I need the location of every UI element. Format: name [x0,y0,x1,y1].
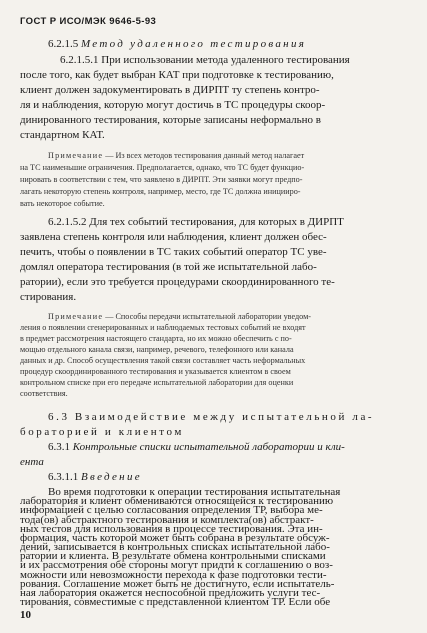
page-number: 10 [20,609,31,621]
paragraph-line: формация, часть которой может быть собрана в результате обсуж- [20,531,330,544]
paragraph-line: и их рассмотрения обе стороны могут придти к соглашению о воз- [20,559,333,572]
note-line: лагать некоторую степень контроля, например, место, где ТС должна иницииро- [20,187,301,196]
paragraph-line: стирования. [20,291,77,303]
paragraph-line: можности или невозможности перехода к фазе подготовки тести- [20,568,327,581]
subsection-title-cont: ента [20,456,44,468]
note-line [48,312,311,321]
paragraph-line: после того, как будет выбран КАТ при подготовке к тестированию, [20,69,334,81]
note-label: Примечание [48,312,104,321]
note-line: соответствия. [20,389,68,398]
note-line [48,151,304,160]
note-line: вать некоторое событие. [20,199,105,208]
paragraph-line: ных тестов для использования в процессе тестирования. Эта ин- [20,522,323,535]
note-line: контрольном списке при его передаче испытательной лаборатории для оценки [20,378,294,387]
paragraph-line: информацией с целью согласования определения ТР, выбора ме- [20,504,323,517]
paragraph-line: тода(ов) абстрактного тестирования и комплекта(ов) абстракт- [20,513,314,526]
paragraph-line: клиент должен задокументировать в ДИРПТ ту степень контро- [20,84,320,96]
paragraph-line: заявлена степень контроля или наблюдения, клиент должен обес- [20,231,327,243]
paragraph-line: ратории и клиента. В результате обмена контрольными списками [20,550,326,563]
note-text: — Из всех методов тестирования данный метод налагает [105,151,305,160]
paragraph-line: 6.2.1.5.1 При использовании метода удаленного тестирования [60,54,350,66]
subsection-heading-6-3-1-1 [48,471,142,483]
paragraph-line: Во время подготовки к операции тестирования испытательная [48,486,341,498]
paragraph-line: 6.2.1.5.2 Для тех событий тестирования, для которых в ДИРПТ [48,216,344,228]
paragraph-line: домлял оператора тестирования (в той же испытательной лабо- [20,261,317,273]
note-line: данных и др. Способ осуществления такой связи составляет часть неформальных [20,356,306,365]
page-header: ГОСТ Р ИСО/МЭК 9646-5-93 [20,16,157,27]
subsection-number: 6.3.1 [48,441,70,453]
subsection-title: Введение [81,471,142,483]
section-heading-6-2-1-5 [48,38,306,50]
note-label: Примечание [48,151,104,160]
subsection-number: 6.3.1.1 [48,471,79,483]
note-line: нировать в соответствии с тем, что заявлено в ДИРПТ. Эти заявки могут предпо- [20,175,303,184]
section-heading-6-3-cont: бораторией и клиентом [20,426,184,438]
note-line: в предмет рассмотрения настоящего стандарта, но их можно обеспечить с по- [20,334,292,343]
note-text: — Способы передачи испытательной лаборатории уведом- [105,312,312,321]
paragraph-line: динированного тестирования, которые записаны неформально в [20,114,321,126]
paragraph-line: лаборатория и клиент обмениваются относящейся к тестированию [20,495,334,508]
note-line: ления о появлении сгенерированных и наблюдаемых тестовых событий не входят [20,323,306,332]
paragraph-line: стандартном КАТ. [20,129,105,141]
subsection-title: Контрольные списки испытательной лаборатории и кли- [72,441,345,453]
subsection-heading-6-3-1 [48,441,345,453]
paragraph-line: ратории), если это требуется процедурами скоординированного те- [20,276,335,288]
paragraph-line: дений, записывается в контрольных списках испытательной лабо- [20,541,330,553]
paragraph-line: ля и наблюдения, которую могут достичь в ТС процедуры скоор- [20,99,326,111]
paragraph-line: рования. Соглашение может быть не достигнуто, если испытатель- [20,577,335,590]
paragraph-line: печить, чтобы о появлении в ТС таких событий оператор ТС уве- [20,246,327,258]
section-heading-6-3: 6.3 Взаимодействие между испытательной ла- [48,411,375,423]
note-line: мощью отдельного канала связи, например, речевого, телефонного или канала [20,345,294,354]
section-number: 6.2.1.5 [48,38,79,50]
note-line: процедур скоординированного тестирования и указывается клиентом в своем [20,367,291,376]
paragraph-line: ная лаборатория окажется неспособной предложить услуги тес- [20,586,321,599]
paragraph-line: тирования, совместимые с представленной клиентом ТР. Если обе [20,596,331,608]
section-title: Метод удаленного тестирования [81,38,307,50]
note-line: на ТС наименьшие ограничения. Предполагается, однако, что ТС будет функцио- [20,163,305,172]
